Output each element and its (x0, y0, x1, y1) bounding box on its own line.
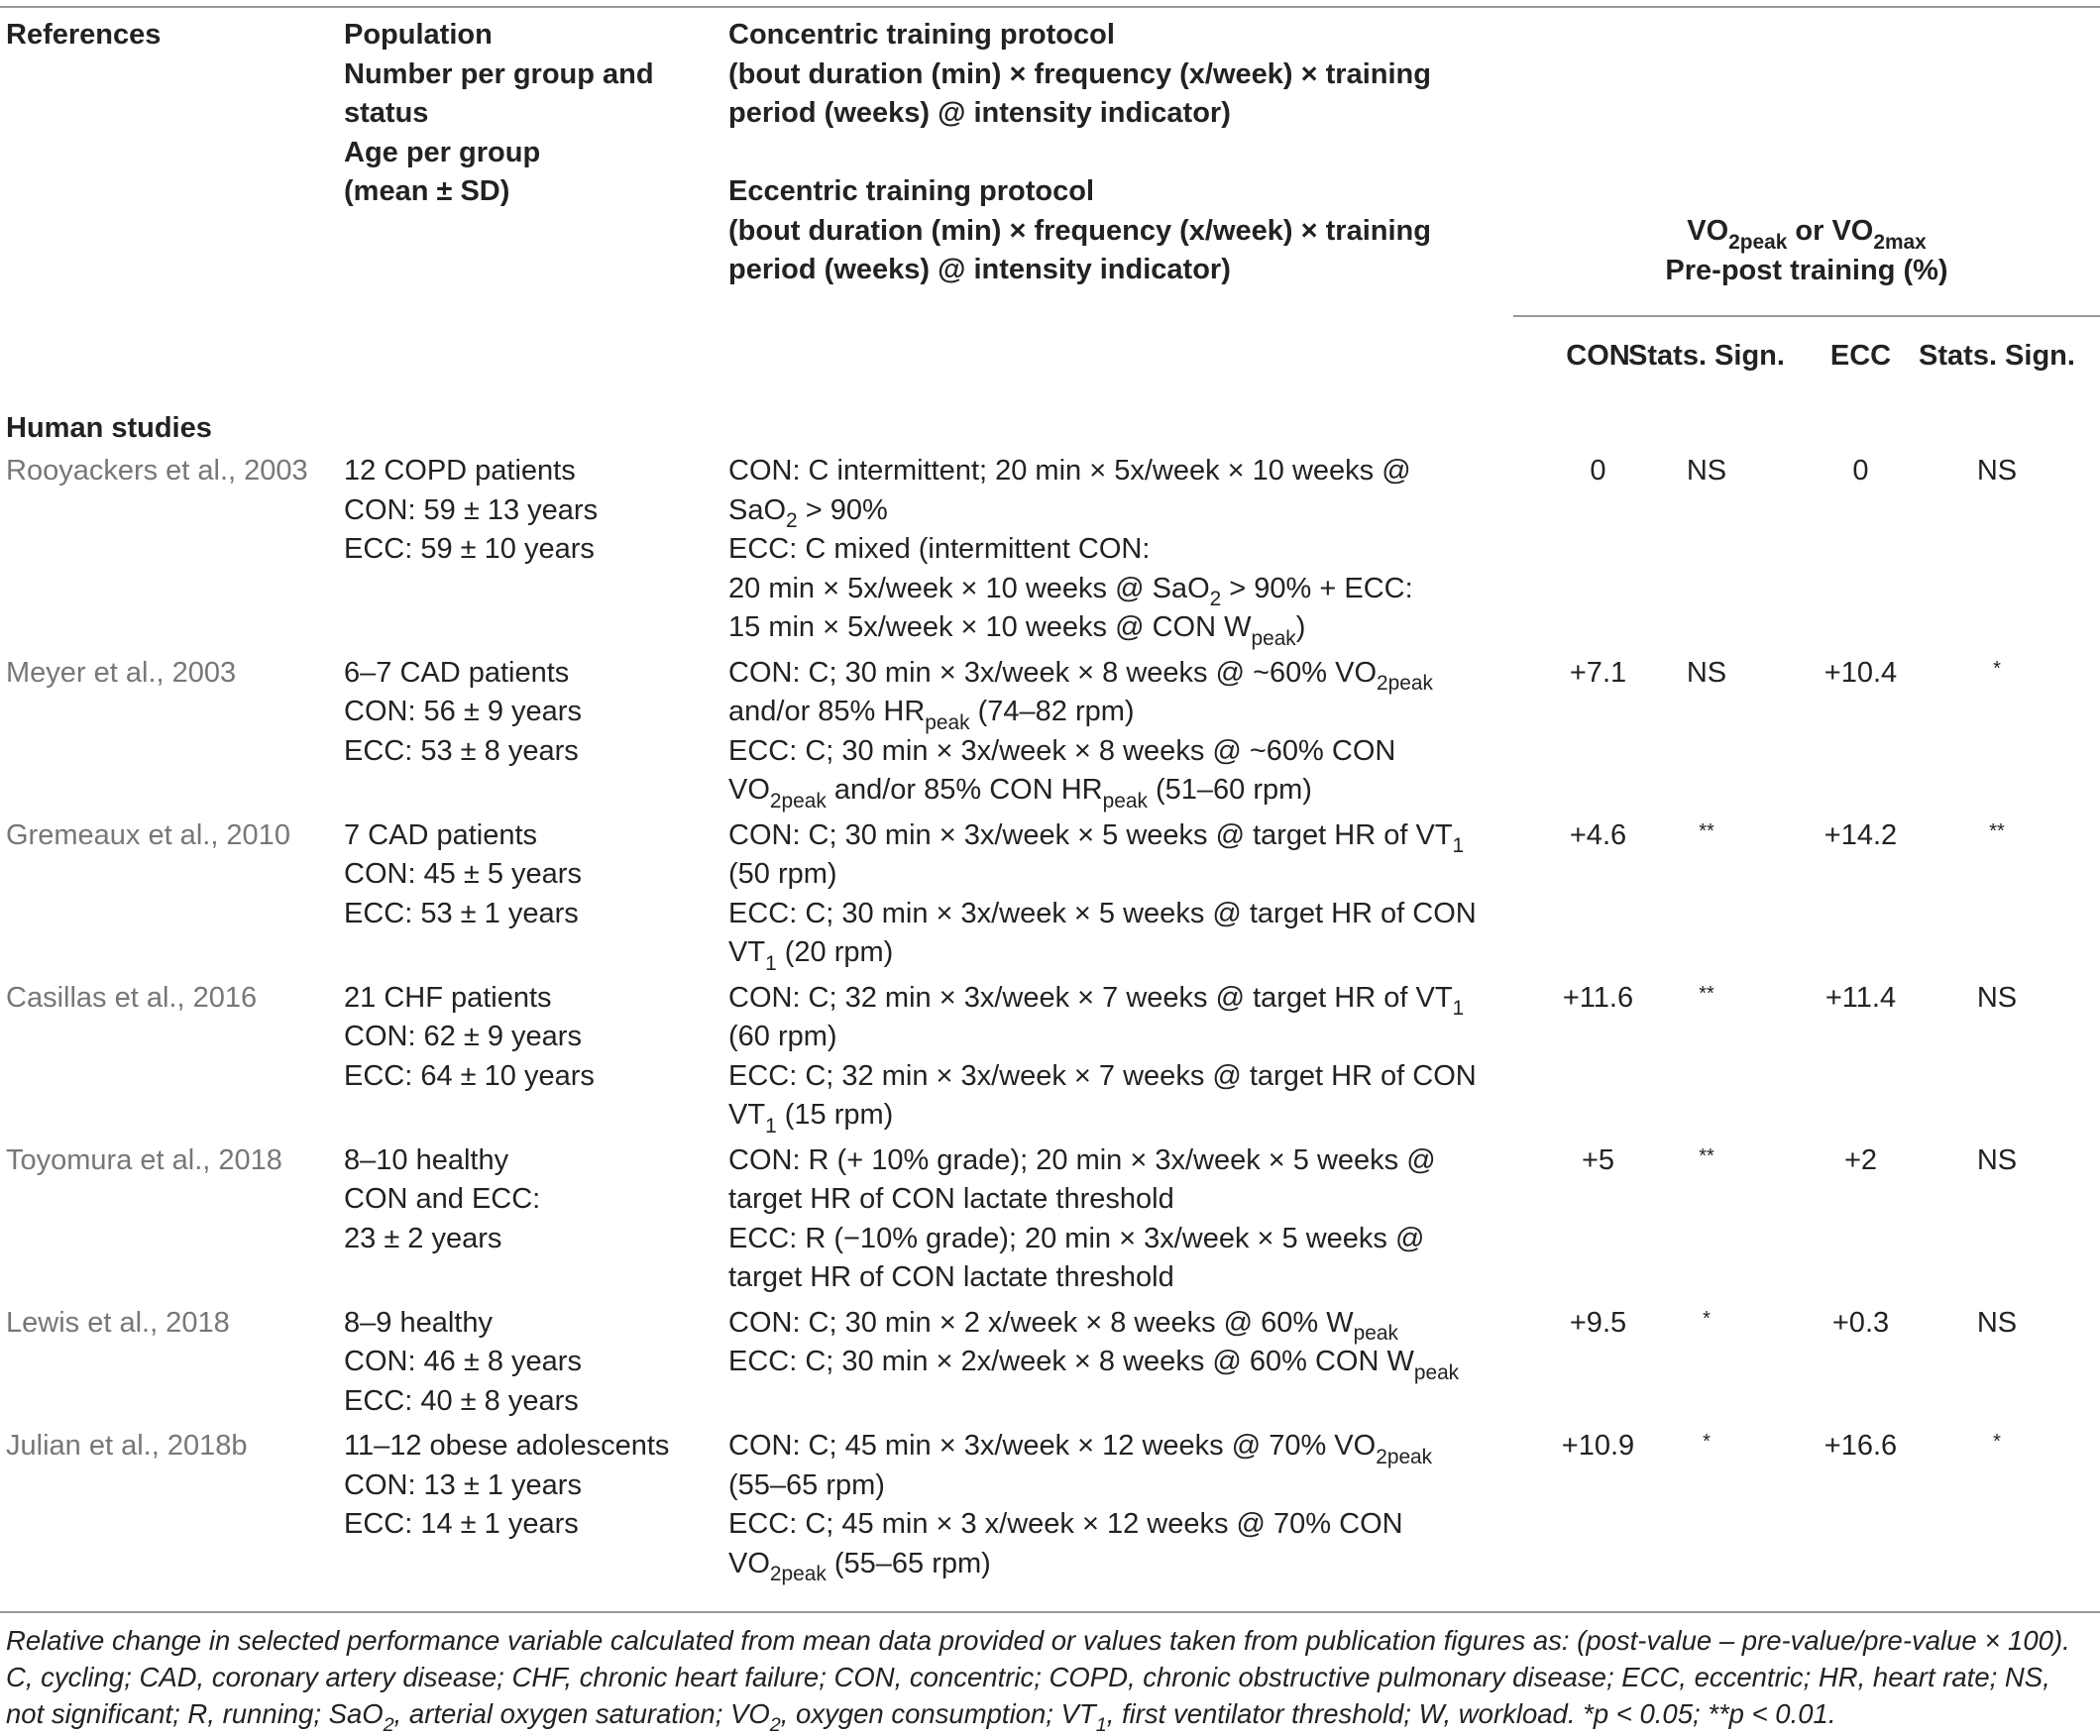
subscript: 2peak (769, 789, 827, 813)
population-line: CON and ECC: (344, 1183, 541, 1215)
table-row (0, 979, 2100, 1141)
con-change-cell: +7.1 (1569, 656, 1627, 689)
header-references-label: References (6, 19, 162, 51)
protocol-line (728, 1427, 1492, 1466)
text-run: (51–60 rpm) (1147, 774, 1312, 806)
text-run: ECC: C; 30 min × 3x/week × 8 weeks @ ~60% CON (728, 734, 1396, 767)
text-run: target HR of CON lactate threshold (728, 1261, 1174, 1293)
text-run: ECC: C mixed (intermittent CON: (728, 533, 1151, 565)
ecc-stats-cell: NS (1976, 1143, 2018, 1176)
protocol-line (728, 570, 1492, 609)
protocol-line (728, 693, 1492, 732)
text-run: CON: C; 30 min × 3x/week × 5 weeks @ target HR of VT (728, 818, 1453, 851)
con-change-cell: +5 (1581, 1143, 1615, 1176)
population-cell (344, 1427, 669, 1545)
group-rule (1513, 315, 2100, 317)
text-run: CON: R (+ 10% grade); 20 min × 3x/week × 5 weeks @ (728, 1143, 1436, 1176)
text-run: SaO (728, 493, 787, 526)
text-run: (55–65 rpm) (826, 1547, 991, 1579)
header-eccentric-line: period (weeks) @ intensity indicator) (728, 254, 1231, 285)
con-stats-cell: * (1703, 1307, 1711, 1330)
subscript: peak (1251, 626, 1296, 650)
table-row (0, 1304, 2100, 1428)
protocol-cell (728, 1427, 1492, 1586)
population-line: ECC: 53 ± 8 years (344, 734, 579, 767)
protocol-line (728, 1180, 1492, 1220)
header-col-con: CON (1566, 340, 1630, 372)
con-stats-cell: ** (1699, 1144, 1714, 1167)
vo2-prefix: VO (1687, 215, 1729, 247)
text-run: VO (728, 1547, 770, 1579)
text-run: CON: C; 30 min × 2 x/week × 8 weeks @ 60% W (728, 1306, 1354, 1339)
table-footnote (6, 1622, 2097, 1736)
text-run: Relative change in selected performance variable calculated from mean data provided or values taken from publication figures as: (post-value – pre-value/pre-value × 100). (6, 1625, 2070, 1656)
subscript: peak (1413, 1360, 1460, 1384)
population-line: 8–9 healthy (344, 1306, 493, 1339)
footnote-line (6, 1695, 2097, 1736)
header-col-stats-ecc: Stats. Sign. (1919, 340, 2075, 372)
ecc-stats-cell: * (1993, 657, 2001, 680)
protocol-line (728, 771, 1492, 811)
reference-cell: Casillas et al., 2016 (6, 981, 258, 1014)
subscript: 2peak (1376, 1445, 1433, 1468)
population-line: 12 COPD patients (344, 455, 576, 487)
text-run: CON: C; 30 min × 3x/week × 8 weeks @ ~60% VO (728, 656, 1378, 689)
footnote-line (6, 1659, 2097, 1695)
protocol-line (728, 979, 1492, 1019)
protocol-line (728, 1466, 1492, 1506)
protocol-line (728, 1343, 1492, 1382)
header-population (344, 16, 654, 212)
con-change-cell: 0 (1590, 455, 1606, 487)
protocol-line (728, 816, 1492, 856)
protocol-line (728, 1258, 1492, 1298)
reference-cell: Lewis et al., 2018 (6, 1306, 230, 1339)
con-stats-cell: ** (1699, 982, 1714, 1005)
population-line: ECC: 40 ± 8 years (344, 1384, 579, 1417)
population-line: ECC: 14 ± 1 years (344, 1508, 579, 1540)
text-run: > 90% (797, 493, 888, 526)
protocol-line (728, 608, 1492, 648)
header-concentric-line: Concentric training protocol (728, 19, 1115, 51)
reference-cell: Toyomura et al., 2018 (6, 1143, 282, 1176)
text-run: ECC: C; 30 min × 3x/week × 5 weeks @ target HR of CON (728, 897, 1477, 929)
header-vo2-title (1513, 212, 2100, 252)
section-title: Human studies (6, 412, 212, 444)
header-concentric-line: (bout duration (min) × frequency (x/week) × training (728, 57, 1431, 90)
population-line: 7 CAD patients (344, 818, 538, 851)
table-row (0, 1141, 2100, 1304)
protocol-line (728, 895, 1492, 934)
ecc-change-cell: 0 (1852, 455, 1869, 487)
table-row (0, 654, 2100, 816)
protocol-line (728, 732, 1492, 772)
header-population-line: Age per group (344, 136, 541, 168)
vo2-sub-peak: 2peak (1728, 230, 1788, 254)
ecc-change-cell: +0.3 (1831, 1306, 1890, 1339)
text-run: VT (728, 1099, 766, 1131)
protocol-line (728, 1096, 1492, 1136)
con-change-cell: +10.9 (1561, 1430, 1635, 1462)
ecc-change-cell: +2 (1843, 1143, 1878, 1176)
population-line: ECC: 53 ± 1 years (344, 897, 579, 929)
text-run: 20 min × 5x/week × 10 weeks @ SaO (728, 572, 1210, 604)
con-change-cell: +9.5 (1569, 1306, 1627, 1339)
protocol-line (728, 530, 1492, 570)
subscript: peak (1353, 1322, 1398, 1346)
subscript: peak (1102, 789, 1148, 813)
subscript: 2 (1209, 588, 1222, 611)
text-run: (55–65 rpm) (728, 1468, 885, 1501)
population-line: 23 ± 2 years (344, 1222, 502, 1254)
population-line: CON: 62 ± 9 years (344, 1021, 582, 1052)
text-run: ECC: C; 32 min × 3x/week × 7 weeks @ target HR of CON (728, 1059, 1477, 1092)
con-stats-cell: ** (1699, 819, 1714, 842)
protocol-line (728, 1057, 1492, 1097)
ecc-change-cell: +11.4 (1824, 981, 1897, 1014)
vo2-mid: or VO (1787, 215, 1874, 247)
protocol-cell (728, 816, 1492, 973)
text-run: ECC: C; 30 min × 2x/week × 8 weeks @ 60% CON W (728, 1346, 1414, 1377)
subscript: 1 (1452, 997, 1465, 1021)
table-body (0, 452, 2100, 1589)
population-line: CON: 59 ± 13 years (344, 493, 599, 526)
subscript: 1 (765, 1114, 777, 1138)
header-vo2-group (1513, 212, 2100, 290)
footnote-line (6, 1622, 2097, 1659)
text-run: (20 rpm) (776, 936, 894, 968)
population-line: ECC: 59 ± 10 years (344, 533, 595, 565)
population-line: 21 CHF patients (344, 981, 552, 1014)
header-prepost: Pre-post training (%) (1665, 254, 1948, 286)
ecc-change-cell: +14.2 (1824, 818, 1898, 851)
population-line: CON: 45 ± 5 years (344, 858, 582, 890)
protocol-line (728, 654, 1492, 694)
population-line: CON: 13 ± 1 years (344, 1468, 582, 1501)
ecc-change-cell: +16.6 (1824, 1430, 1898, 1462)
header-concentric-line: period (weeks) @ intensity indicator) (728, 97, 1231, 129)
subscript: 1 (1095, 1714, 1107, 1736)
population-cell (344, 1141, 540, 1259)
text-run: (60 rpm) (728, 1021, 837, 1052)
header-population-line: Population (344, 19, 493, 51)
protocol-line (728, 1141, 1492, 1181)
population-cell (344, 816, 582, 934)
text-run: not significant; R, running; SaO (6, 1698, 384, 1729)
con-change-cell: +11.6 (1562, 981, 1634, 1014)
table-row (0, 452, 2100, 654)
protocol-cell (728, 979, 1492, 1136)
text-run: , first ventilator threshold; W, workload. *p < 0.05; **p < 0.01. (1106, 1698, 1836, 1729)
text-run: CON: C; 32 min × 3x/week × 7 weeks @ target HR of VT (728, 981, 1453, 1014)
ecc-stats-cell: NS (1976, 981, 2018, 1014)
table-row (0, 1427, 2100, 1589)
population-cell (344, 452, 598, 570)
header-eccentric-line: (bout duration (min) × frequency (x/week) × training (728, 214, 1431, 247)
ecc-stats-cell: * (1993, 1431, 2001, 1453)
protocol-line (728, 1304, 1492, 1344)
protocol-line (728, 855, 1492, 895)
reference-cell: Gremeaux et al., 2010 (6, 818, 290, 851)
vo2-sub-max: 2max (1873, 230, 1927, 254)
subscript: 2 (383, 1714, 394, 1736)
ecc-stats-cell: NS (1976, 455, 2018, 487)
header-population-line: (mean ± SD) (344, 175, 510, 207)
subscript: 2 (769, 1714, 781, 1736)
population-line: 6–7 CAD patients (344, 656, 570, 689)
population-line: 8–10 healthy (344, 1143, 509, 1176)
con-stats-cell: * (1703, 1431, 1711, 1453)
subscript: 2peak (1377, 672, 1433, 696)
population-line: ECC: 64 ± 10 years (344, 1059, 595, 1092)
text-run: (15 rpm) (776, 1099, 894, 1131)
table-row (0, 816, 2100, 979)
text-run: ECC: R (−10% grade); 20 min × 3x/week × 5 weeks @ (728, 1222, 1425, 1254)
text-run: CON: C; 45 min × 3x/week × 12 weeks @ 70% VO (728, 1430, 1377, 1462)
header-population-line: Number per group and (344, 57, 654, 90)
header-concentric-protocol (728, 16, 1431, 134)
header-population-line: status (344, 97, 429, 129)
con-stats-cell: NS (1686, 455, 1727, 487)
header-col-ecc: ECC (1829, 340, 1892, 372)
ecc-stats-cell: NS (1976, 1306, 2018, 1339)
reference-cell: Rooyackers et al., 2003 (6, 455, 308, 487)
subscript: 1 (765, 951, 777, 975)
subscript: 2peak (769, 1563, 827, 1586)
reference-cell: Meyer et al., 2003 (6, 656, 237, 689)
protocol-line (728, 1018, 1492, 1057)
header-references (6, 16, 161, 55)
text-run: and/or 85% HR (728, 696, 926, 727)
text-run: C, cycling; CAD, coronary artery disease; CHF, chronic heart failure; CON, concentric; COPD, chronic obstructive pulmonary disease; ECC, eccentric; HR, heart rate; NS, (6, 1662, 2050, 1692)
protocol-cell (728, 1141, 1492, 1298)
protocol-line (728, 1220, 1492, 1259)
protocol-cell (728, 1304, 1492, 1382)
text-run: ) (1295, 611, 1306, 643)
population-line: 11–12 obese adolescents (344, 1430, 670, 1462)
top-rule (0, 6, 2100, 8)
header-eccentric-line: Eccentric training protocol (728, 175, 1094, 207)
con-change-cell: +4.6 (1569, 818, 1627, 851)
con-stats-cell: NS (1686, 656, 1727, 689)
protocol-line (728, 452, 1492, 491)
population-cell (344, 979, 595, 1097)
text-run: , oxygen consumption; VT (780, 1698, 1096, 1729)
text-run: , arterial oxygen saturation; VO (393, 1698, 770, 1729)
text-run: ECC: C; 45 min × 3 x/week × 12 weeks @ 70% CON (728, 1508, 1403, 1540)
text-run: CON: C intermittent; 20 min × 5x/week × 10 weeks @ (728, 455, 1411, 487)
text-run: VT (728, 936, 766, 968)
header-eccentric-protocol (728, 172, 1431, 290)
text-run: (50 rpm) (728, 858, 837, 890)
bottom-rule (0, 1611, 2100, 1613)
protocol-line (728, 933, 1492, 973)
text-run: target HR of CON lactate threshold (728, 1183, 1174, 1215)
population-cell (344, 1304, 582, 1422)
text-run: (74–82 rpm) (969, 696, 1135, 727)
protocol-line (728, 1505, 1492, 1545)
population-line: CON: 46 ± 8 years (344, 1346, 582, 1377)
protocol-line (728, 1545, 1492, 1584)
protocol-cell (728, 452, 1492, 648)
text-run: > 90% + ECC: (1221, 572, 1413, 604)
subscript: 2 (786, 509, 798, 533)
population-line: CON: 56 ± 9 years (344, 696, 582, 727)
reference-cell: Julian et al., 2018b (6, 1430, 248, 1462)
header-col-stats-con: Stats. Sign. (1628, 340, 1785, 372)
subscript: 1 (1452, 834, 1465, 858)
ecc-stats-cell: ** (1989, 819, 2005, 842)
text-run: VO (728, 774, 770, 806)
subscript: peak (925, 710, 970, 734)
ecc-change-cell: +10.4 (1824, 656, 1898, 689)
protocol-cell (728, 654, 1492, 811)
text-run: and/or 85% CON HR (826, 774, 1103, 806)
population-cell (344, 654, 582, 772)
text-run: 15 min × 5x/week × 10 weeks @ CON W (728, 611, 1252, 643)
protocol-line (728, 491, 1492, 531)
